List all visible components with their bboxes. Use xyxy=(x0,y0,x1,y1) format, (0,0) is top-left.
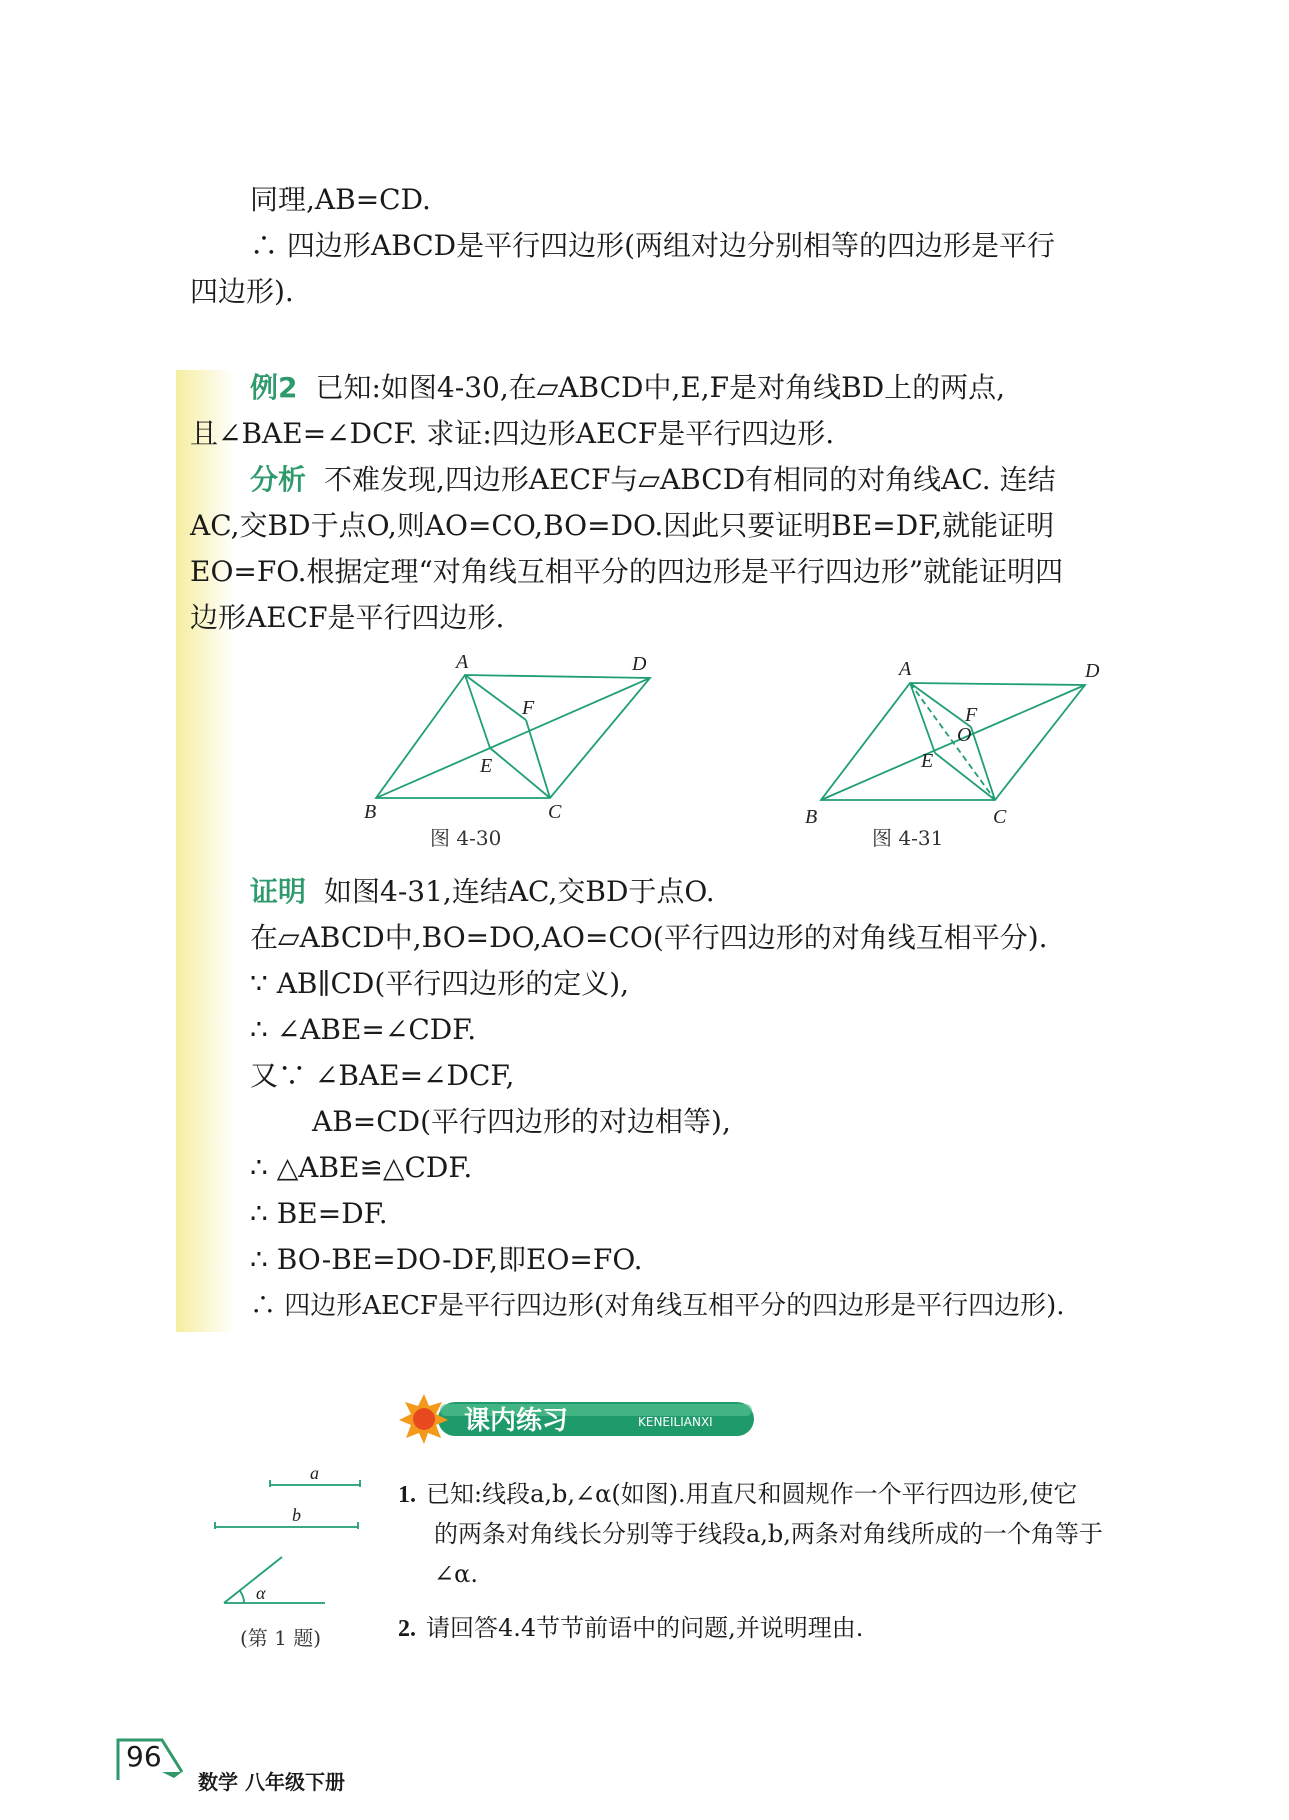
fig2-label-f: F xyxy=(965,704,978,726)
proof-label: 证明 xyxy=(250,875,307,908)
fig2-label-o: O xyxy=(957,724,972,746)
exercise-1-line2: 的两条对角线长分别等于线段a,b,两条对角线所成的一个角等于 xyxy=(434,1520,1103,1548)
angle-alpha xyxy=(224,1557,325,1603)
fig2-label-a: A xyxy=(899,658,912,680)
label-a: a xyxy=(310,1465,319,1483)
fig1-label-f: F xyxy=(522,697,535,719)
analysis-line1 xyxy=(250,460,1056,500)
label-b: b xyxy=(292,1505,301,1525)
page-number: 96 xyxy=(126,1740,162,1773)
fig2-segment-ae xyxy=(910,683,935,753)
proof-end-line3: 四边形). xyxy=(190,275,294,308)
analysis-label: 分析 xyxy=(250,463,307,496)
fig1-segment-fc xyxy=(526,720,550,798)
proof-line7: ∴ △ABE≌△CDF. xyxy=(250,1151,473,1184)
proof-end-line2: ∴ 四边形ABCD是平行四边形(两组对边分别相等的四边形是平行 xyxy=(250,229,1056,262)
proof-end-line1: 同理,AB=CD. xyxy=(250,183,431,216)
proof-line5: 又∵ ∠BAE=∠DCF, xyxy=(250,1059,515,1092)
analysis-text1: 不难发现,四边形AECF与▱ABCD有相同的对角线AC. 连结 xyxy=(324,463,1056,496)
exercise-1-text1: 已知:线段a,b,∠α(如图).用直尺和圆规作一个平行四边形,使它 xyxy=(426,1480,1078,1508)
exercise-2-text1: 请回答4.4节节前语中的问题,并说明理由. xyxy=(426,1614,864,1642)
example-line1 xyxy=(250,368,1005,408)
figure-4-30 xyxy=(350,650,670,820)
exercise-1-line1 xyxy=(398,1474,1077,1515)
proof-line8: ∴ BE=DF. xyxy=(250,1197,388,1230)
fig2-segment-fc xyxy=(971,727,995,800)
fig2-label-b: B xyxy=(805,806,818,825)
exercise-2-line1 xyxy=(398,1608,863,1649)
proof-line1 xyxy=(250,872,715,912)
star-icon xyxy=(399,1394,448,1444)
fig1-segment-ae xyxy=(465,675,490,748)
practice-subtitle: KENEILIANXI xyxy=(638,1415,713,1429)
fig1-label-a: A xyxy=(456,651,469,673)
label-alpha: α xyxy=(256,1583,266,1603)
example-text1: 已知:如图4-30,在▱ABCD中,E,F是对角线BD上的两点, xyxy=(315,371,1006,404)
example-line2: 且∠BAE=∠DCF. 求证:四边形AECF是平行四边形. xyxy=(190,417,835,450)
exercise-1-line3: ∠α. xyxy=(434,1560,478,1588)
practice-banner xyxy=(398,1392,760,1444)
analysis-line4: 边形AECF是平行四边形. xyxy=(190,601,505,634)
fig2-segment-af xyxy=(910,683,971,727)
fig2-label-c: C xyxy=(993,806,1007,825)
fig1-segment-af xyxy=(465,675,526,720)
proof-line2: 在▱ABCD中,BO=DO,AO=CO(平行四边形的对角线互相平分). xyxy=(250,921,1048,954)
fig1-label-c: C xyxy=(548,801,562,820)
exercise-2-number: 2. xyxy=(398,1616,416,1642)
fig1-segment-ec xyxy=(490,748,550,798)
proof-line9: ∴ BO-BE=DO-DF,即EO=FO. xyxy=(250,1243,643,1276)
example-label: 例2 xyxy=(250,371,298,404)
segment-b xyxy=(215,1522,358,1529)
practice-title: 课内练习 xyxy=(464,1406,569,1436)
fig1-label-b: B xyxy=(364,801,377,820)
fig1-diagonal-bd xyxy=(376,678,650,798)
exercise-1-number: 1. xyxy=(398,1482,416,1508)
angle-arc xyxy=(240,1591,244,1603)
proof-line6: AB=CD(平行四边形的对边相等), xyxy=(312,1105,731,1138)
figure-4-30-caption: 图 4-30 xyxy=(430,826,502,850)
fig1-label-d: D xyxy=(632,653,647,675)
figure-4-31 xyxy=(795,655,1115,825)
exercise-figure-caption: (第 1 题) xyxy=(240,1626,322,1650)
fig2-label-d: D xyxy=(1085,660,1100,682)
figure-4-31-caption: 图 4-31 xyxy=(872,826,944,850)
proof-line4: ∴ ∠ABE=∠CDF. xyxy=(250,1013,477,1046)
proof-line3: ∵ AB∥CD(平行四边形的定义), xyxy=(250,967,630,1000)
book-title: 数学 八年级下册 xyxy=(198,1770,345,1794)
fig2-diagonal-ac-dashed xyxy=(910,683,995,800)
proof-text1: 如图4-31,连结AC,交BD于点O. xyxy=(324,875,715,908)
analysis-line3: EO=FO.根据定理“对角线互相平分的四边形是平行四边形”就能证明四 xyxy=(190,555,1064,588)
exercise-figure xyxy=(210,1465,370,1615)
fig1-label-e: E xyxy=(480,755,493,777)
analysis-line2: AC,交BD于点O,则AO=CO,BO=DO.因此只要证明BE=DF,就能证明 xyxy=(190,509,1055,542)
proof-line10: ∴ 四边形AECF是平行四边形(对角线互相平分的四边形是平行四边形). xyxy=(250,1291,1065,1321)
fig2-label-e: E xyxy=(921,750,934,772)
